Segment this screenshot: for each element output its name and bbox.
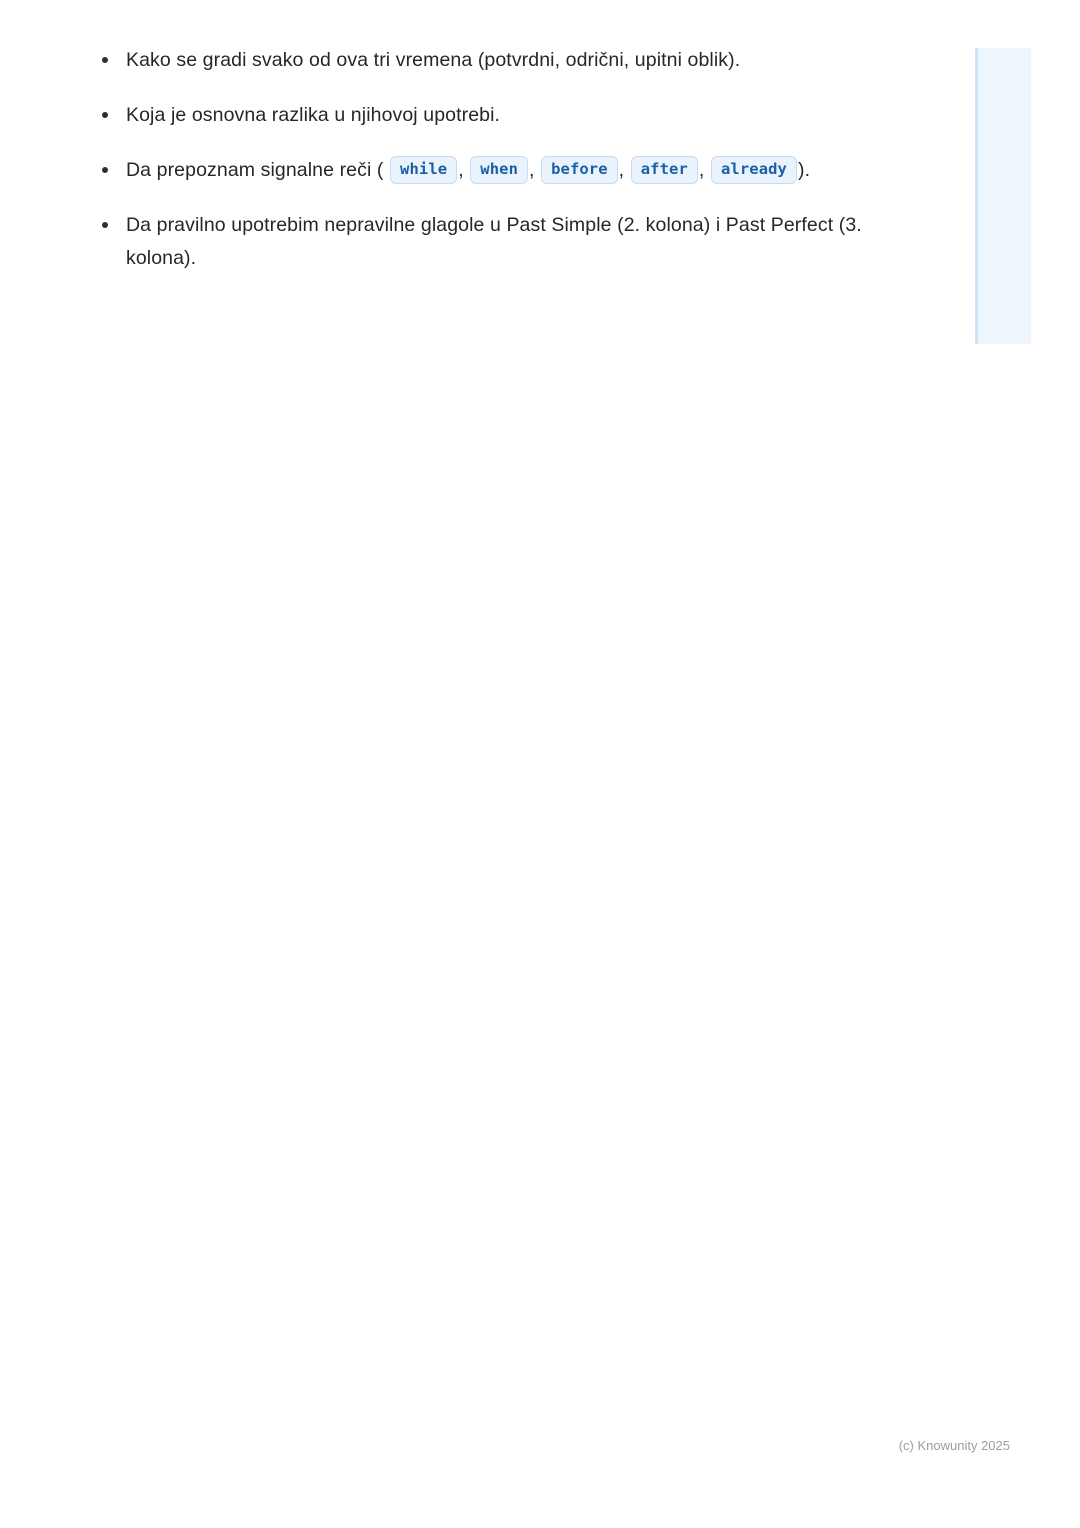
code-chip-after: after [631, 156, 698, 184]
code-chip-already: already [711, 156, 797, 184]
chip-separator: , [529, 159, 535, 181]
list-item [84, 154, 874, 187]
list-item [84, 99, 874, 132]
chip-separator: , [458, 159, 464, 181]
bullet-dot-icon [102, 222, 108, 228]
list-item [84, 44, 874, 77]
decorative-accent-bar [975, 48, 1031, 344]
list-item-text: Kako se gradi svako od ova tri vremena (potvrdni, odrični, upitni oblik). [126, 49, 741, 71]
list-item-text: Da pravilno upotrebim nepravilne glagole u Past Simple (2. kolona) i Past Perfect (3. kolona). [126, 214, 862, 269]
chip-separator: , [698, 159, 705, 181]
signal-word-chips [389, 159, 798, 181]
code-chip-before: before [541, 156, 618, 184]
bullet-list-container [84, 44, 874, 275]
list-item-text-suffix: ). [798, 159, 811, 181]
chip-separator: , [618, 159, 625, 181]
code-chip-when: when [470, 156, 528, 184]
list-item-text: Koja je osnovna razlika u njihovoj upotrebi. [126, 104, 501, 126]
code-chip-while: while [390, 156, 457, 184]
list-item [84, 209, 874, 275]
bullet-dot-icon [102, 167, 108, 173]
bullet-dot-icon [102, 112, 108, 118]
footer-copyright: (c) Knowunity 2025 [898, 1438, 1010, 1453]
list-item-text-prefix: Da prepoznam signalne reči ( [126, 159, 384, 181]
bullet-dot-icon [102, 57, 108, 63]
learning-goals-list [84, 44, 874, 275]
